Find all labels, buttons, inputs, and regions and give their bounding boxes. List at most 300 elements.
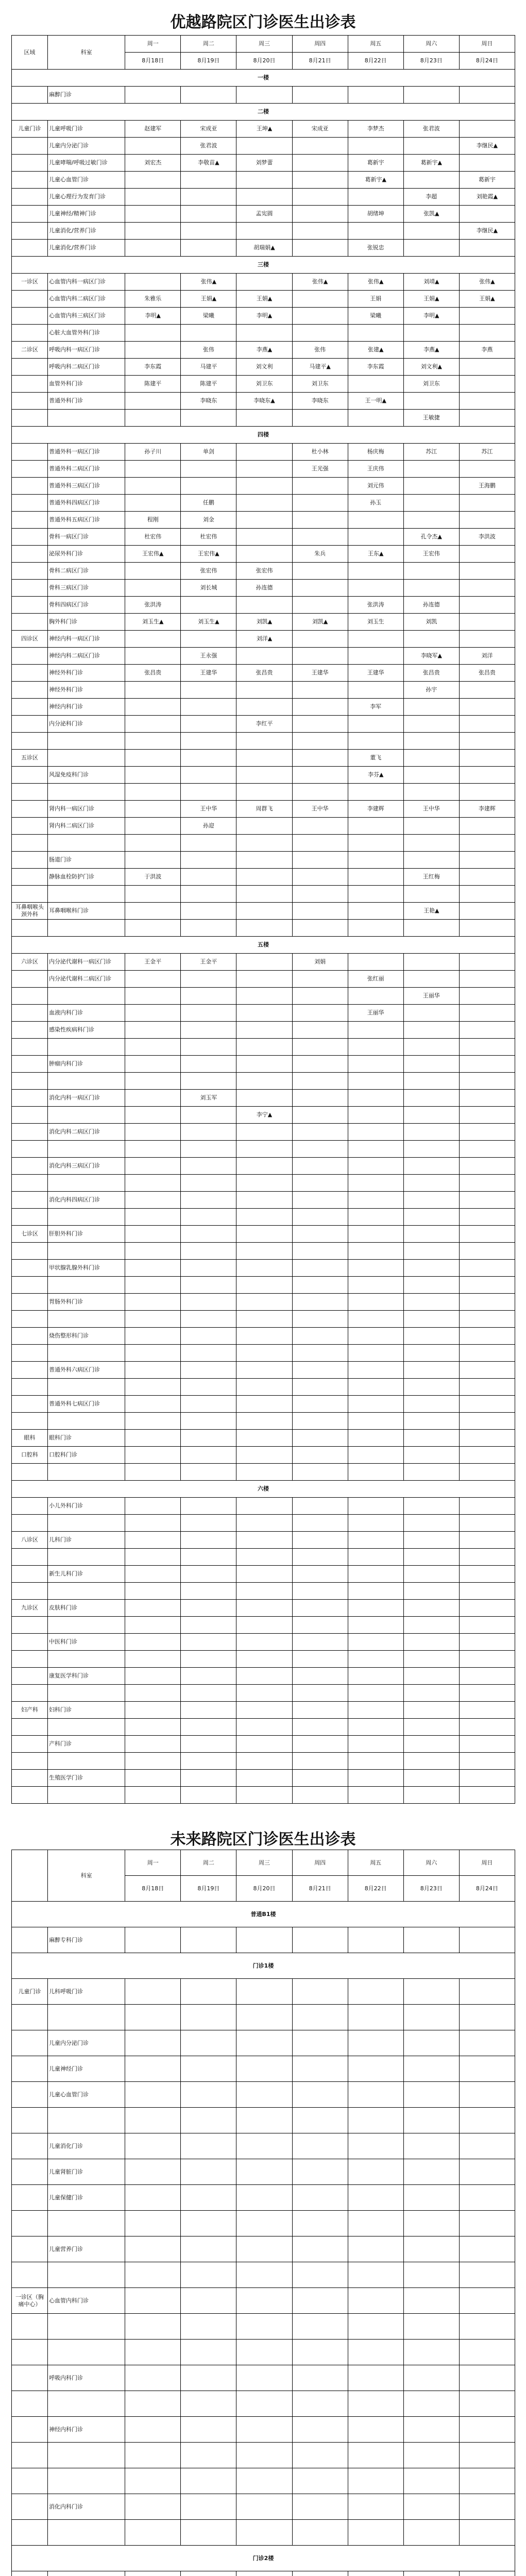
doctor-cell	[125, 87, 181, 104]
doctor-cell	[181, 2185, 236, 2211]
doctor-cell	[181, 1753, 236, 1770]
table-row	[12, 563, 515, 580]
doctor-cell	[292, 2262, 348, 2288]
doctor-cell	[292, 2340, 348, 2365]
doctor-cell	[181, 2443, 236, 2468]
doctor-cell	[236, 954, 292, 971]
doctor-cell	[292, 1447, 348, 1464]
header-day: 周六	[403, 1850, 459, 1876]
area-cell	[12, 920, 48, 937]
doctor-cell	[236, 903, 292, 920]
dept-cell	[48, 1753, 125, 1770]
doctor-cell	[236, 1583, 292, 1600]
dept-cell: 骨科三病区门诊	[48, 580, 125, 597]
doctor-cell	[236, 1498, 292, 1515]
table-row	[12, 886, 515, 903]
doctor-cell: 张昌贵	[403, 665, 459, 682]
doctor-cell	[236, 1260, 292, 1277]
table-row	[12, 699, 515, 716]
doctor-cell	[348, 1311, 403, 1328]
doctor-cell	[292, 1753, 348, 1770]
area-cell	[12, 1328, 48, 1345]
doctor-cell	[125, 2571, 181, 2576]
dept-cell: 消化内科门诊	[48, 2494, 125, 2520]
doctor-cell	[125, 2133, 181, 2159]
doctor-cell	[181, 2082, 236, 2108]
doctor-cell: 董飞	[348, 750, 403, 767]
doctor-cell	[459, 1498, 515, 1515]
dept-cell: 消化内科四病区门诊	[48, 1192, 125, 1209]
doctor-cell	[125, 2288, 181, 2314]
doctor-cell	[236, 1770, 292, 1787]
doctor-cell: 李燕	[459, 342, 515, 359]
doctor-cell	[292, 1328, 348, 1345]
area-cell	[12, 2236, 48, 2262]
doctor-cell	[181, 223, 236, 240]
doctor-cell	[236, 835, 292, 852]
doctor-cell	[348, 2340, 403, 2365]
doctor-cell	[125, 2211, 181, 2236]
doctor-cell	[125, 1549, 181, 1566]
table-row	[12, 223, 515, 240]
dept-cell: 麻醉门诊	[48, 87, 125, 104]
table-row	[12, 2340, 515, 2365]
doctor-cell	[459, 1379, 515, 1396]
header-row-days	[12, 1850, 515, 1876]
doctor-cell: 陈建平	[181, 376, 236, 393]
doctor-cell	[459, 1668, 515, 1685]
doctor-cell	[236, 2365, 292, 2391]
doctor-cell: 王宏伟	[403, 546, 459, 563]
doctor-cell	[125, 1617, 181, 1634]
doctor-cell	[348, 2005, 403, 2030]
area-cell	[12, 971, 48, 988]
header-date: 8月18日	[125, 53, 181, 70]
doctor-cell	[403, 1311, 459, 1328]
doctor-cell	[403, 1277, 459, 1294]
doctor-cell	[181, 1736, 236, 1753]
doctor-cell	[181, 716, 236, 733]
doctor-cell	[292, 1702, 348, 1719]
doctor-cell: 王中华	[181, 801, 236, 818]
doctor-cell	[125, 1362, 181, 1379]
doctor-cell	[459, 2365, 515, 2391]
doctor-cell	[181, 206, 236, 223]
doctor-cell	[292, 2468, 348, 2494]
table-row	[12, 1685, 515, 1702]
doctor-cell	[181, 1600, 236, 1617]
doctor-cell: 刘凯	[403, 614, 459, 631]
doctor-cell	[459, 1736, 515, 1753]
doctor-cell	[403, 2108, 459, 2133]
header-day: 周五	[348, 36, 403, 53]
doctor-cell	[292, 835, 348, 852]
doctor-cell	[181, 1005, 236, 1022]
area-cell	[12, 291, 48, 308]
doctor-cell	[459, 2236, 515, 2262]
doctor-cell	[292, 1515, 348, 1532]
dept-cell	[48, 1413, 125, 1430]
area-cell: 七诊区	[12, 1226, 48, 1243]
doctor-cell	[125, 2082, 181, 2108]
doctor-cell	[125, 1175, 181, 1192]
table-row	[12, 1447, 515, 1464]
doctor-cell	[459, 818, 515, 835]
doctor-cell	[459, 580, 515, 597]
dept-cell: 儿童消化门诊	[48, 2133, 125, 2159]
header-day: 周二	[181, 36, 236, 53]
table-row	[12, 2082, 515, 2108]
doctor-cell	[459, 1770, 515, 1787]
doctor-cell	[236, 1124, 292, 1141]
table-row	[12, 1005, 515, 1022]
table-row	[12, 1243, 515, 1260]
doctor-cell	[125, 189, 181, 206]
doctor-cell	[403, 1447, 459, 1464]
doctor-cell	[459, 1056, 515, 1073]
doctor-cell	[459, 87, 515, 104]
doctor-cell	[125, 580, 181, 597]
doctor-cell	[236, 444, 292, 461]
area-cell	[12, 1413, 48, 1430]
dept-cell: 儿科呼吸门诊	[48, 1979, 125, 2005]
doctor-cell	[181, 2108, 236, 2133]
doctor-cell	[292, 886, 348, 903]
dept-cell	[48, 1039, 125, 1056]
doctor-cell	[348, 1192, 403, 1209]
doctor-cell	[181, 1243, 236, 1260]
doctor-cell	[292, 1141, 348, 1158]
doctor-cell	[459, 2468, 515, 2494]
doctor-cell	[292, 1277, 348, 1294]
doctor-cell: 李继民▲	[459, 138, 515, 155]
dept-cell: 静脉血栓防护门诊	[48, 869, 125, 886]
doctor-cell: 王丽华	[348, 1005, 403, 1022]
doctor-cell	[459, 2417, 515, 2443]
doctor-cell	[459, 2314, 515, 2340]
doctor-cell	[403, 835, 459, 852]
doctor-cell	[459, 1294, 515, 1311]
doctor-cell	[348, 1634, 403, 1651]
doctor-cell	[236, 2056, 292, 2082]
doctor-cell: 王永强	[181, 648, 236, 665]
doctor-cell	[292, 240, 348, 257]
doctor-cell	[348, 1600, 403, 1617]
area-cell	[12, 1039, 48, 1056]
dept-cell	[48, 410, 125, 427]
table-row	[12, 1107, 515, 1124]
doctor-cell: 张君波	[403, 121, 459, 138]
doctor-cell: 李东霞	[125, 359, 181, 376]
doctor-cell	[403, 1345, 459, 1362]
doctor-cell	[348, 2571, 403, 2576]
table-row	[12, 2030, 515, 2056]
doctor-cell	[181, 2520, 236, 2546]
doctor-cell	[125, 716, 181, 733]
doctor-cell: 李建辉	[348, 801, 403, 818]
doctor-cell	[125, 206, 181, 223]
dept-cell	[48, 2211, 125, 2236]
doctor-cell: 陈建平	[125, 376, 181, 393]
header-row-days	[12, 36, 515, 53]
area-cell	[12, 886, 48, 903]
doctor-cell: 张宏伟	[181, 563, 236, 580]
doctor-cell	[403, 1294, 459, 1311]
area-cell	[12, 1464, 48, 1481]
doctor-cell	[292, 1090, 348, 1107]
doctor-cell: 刘艳霞▲	[459, 189, 515, 206]
header-date: 8月24日	[459, 1876, 515, 1902]
doctor-cell	[348, 325, 403, 342]
doctor-cell	[348, 1464, 403, 1481]
doctor-cell	[348, 1124, 403, 1141]
doctor-cell	[236, 172, 292, 189]
doctor-cell	[348, 2288, 403, 2314]
doctor-cell	[403, 1753, 459, 1770]
doctor-cell: 李燕▲	[403, 342, 459, 359]
doctor-cell	[125, 801, 181, 818]
area-cell	[12, 716, 48, 733]
doctor-cell	[459, 2211, 515, 2236]
doctor-cell	[348, 1243, 403, 1260]
doctor-cell: 孙子川	[125, 444, 181, 461]
doctor-cell	[125, 2185, 181, 2211]
doctor-cell	[236, 1532, 292, 1549]
doctor-cell	[292, 410, 348, 427]
doctor-cell	[459, 325, 515, 342]
table-row	[12, 971, 515, 988]
area-cell	[12, 2391, 48, 2417]
section-label: 三楼	[12, 257, 515, 274]
doctor-cell	[403, 886, 459, 903]
doctor-cell	[459, 614, 515, 631]
doctor-cell	[125, 495, 181, 512]
doctor-cell	[181, 87, 236, 104]
doctor-cell	[403, 1175, 459, 1192]
area-cell	[12, 1345, 48, 1362]
doctor-cell	[403, 1464, 459, 1481]
dept-cell: 呼吸内科门诊	[48, 2365, 125, 2391]
doctor-cell	[125, 1753, 181, 1770]
table-row	[12, 1124, 515, 1141]
doctor-cell	[459, 1005, 515, 1022]
table-row	[12, 2571, 515, 2576]
doctor-cell	[292, 971, 348, 988]
doctor-cell	[403, 1583, 459, 1600]
doctor-cell	[236, 818, 292, 835]
doctor-cell	[125, 2520, 181, 2546]
doctor-cell: 于洪波	[125, 869, 181, 886]
doctor-cell: 刘卫东	[236, 376, 292, 393]
table-row	[12, 801, 515, 818]
doctor-cell	[459, 1787, 515, 1804]
doctor-cell	[181, 869, 236, 886]
area-cell	[12, 1141, 48, 1158]
area-cell	[12, 2468, 48, 2494]
doctor-cell	[403, 1192, 459, 1209]
doctor-cell	[181, 1294, 236, 1311]
doctor-cell	[403, 971, 459, 988]
area-cell	[12, 1396, 48, 1413]
doctor-cell: 刘长城	[181, 580, 236, 597]
doctor-cell	[348, 920, 403, 937]
header-date: 8月18日	[125, 1876, 181, 1902]
header-date: 8月21日	[292, 53, 348, 70]
section-row	[12, 70, 515, 87]
doctor-cell	[125, 2365, 181, 2391]
doctor-cell	[348, 1328, 403, 1345]
doctor-cell	[459, 1600, 515, 1617]
header-area: 区域	[12, 36, 48, 70]
doctor-cell: 孟宪圆	[236, 206, 292, 223]
doctor-cell	[236, 1702, 292, 1719]
doctor-cell	[292, 1979, 348, 2005]
doctor-cell	[348, 1345, 403, 1362]
doctor-cell	[403, 2082, 459, 2108]
table-row	[12, 2262, 515, 2288]
doctor-cell	[459, 2391, 515, 2417]
doctor-cell	[403, 1005, 459, 1022]
doctor-cell	[348, 1260, 403, 1277]
area-cell	[12, 1209, 48, 1226]
doctor-cell	[348, 869, 403, 886]
doctor-cell	[125, 2159, 181, 2185]
section-label: 五楼	[12, 937, 515, 954]
header-date: 8月19日	[181, 1876, 236, 1902]
doctor-cell	[348, 1532, 403, 1549]
doctor-cell	[292, 1651, 348, 1668]
doctor-cell: 孙连德	[403, 597, 459, 614]
doctor-cell	[125, 1685, 181, 1702]
doctor-cell	[403, 1549, 459, 1566]
doctor-cell	[181, 971, 236, 988]
table-row	[12, 1294, 515, 1311]
doctor-cell	[292, 903, 348, 920]
schedule-table-weilai	[11, 1850, 515, 2576]
dept-cell: 儿童神经/精神门诊	[48, 206, 125, 223]
doctor-cell: 苏江	[459, 444, 515, 461]
doctor-cell	[348, 1396, 403, 1413]
doctor-cell	[181, 2159, 236, 2185]
table-row	[12, 903, 515, 920]
doctor-cell	[292, 2365, 348, 2391]
doctor-cell	[125, 2417, 181, 2443]
area-cell: 一诊区（胸痛中心）	[12, 2288, 48, 2314]
doctor-cell	[125, 1107, 181, 1124]
doctor-cell	[236, 87, 292, 104]
doctor-cell	[125, 852, 181, 869]
doctor-cell	[125, 631, 181, 648]
table-row	[12, 2108, 515, 2133]
area-cell	[12, 1651, 48, 1668]
area-cell	[12, 1753, 48, 1770]
doctor-cell	[348, 1719, 403, 1736]
doctor-cell	[236, 2005, 292, 2030]
doctor-cell	[348, 682, 403, 699]
doctor-cell	[125, 1668, 181, 1685]
doctor-cell	[459, 767, 515, 784]
doctor-cell	[292, 172, 348, 189]
header-day: 周三	[236, 36, 292, 53]
doctor-cell	[181, 2468, 236, 2494]
doctor-cell: 刘元伟	[348, 478, 403, 495]
doctor-cell: 李超	[403, 189, 459, 206]
table-row	[12, 580, 515, 597]
doctor-cell	[125, 1634, 181, 1651]
doctor-cell	[181, 2340, 236, 2365]
doctor-cell	[125, 1583, 181, 1600]
doctor-cell	[292, 138, 348, 155]
doctor-cell	[348, 2108, 403, 2133]
doctor-cell: 孔令杰▲	[403, 529, 459, 546]
header-day: 周六	[403, 36, 459, 53]
area-cell	[12, 376, 48, 393]
doctor-cell	[348, 1430, 403, 1447]
doctor-cell	[403, 2159, 459, 2185]
table-row	[12, 1770, 515, 1787]
dept-cell: 烧伤整形科门诊	[48, 1328, 125, 1345]
doctor-cell: 马建平	[181, 359, 236, 376]
dept-cell: 胃肠外科门诊	[48, 1294, 125, 1311]
doctor-cell	[125, 342, 181, 359]
doctor-cell	[125, 682, 181, 699]
area-cell	[12, 1090, 48, 1107]
doctor-cell: 李晓东	[181, 393, 236, 410]
dept-cell: 心血管内科二病区门诊	[48, 291, 125, 308]
area-cell	[12, 1294, 48, 1311]
doctor-cell	[181, 1056, 236, 1073]
header-dept: 科室	[48, 1850, 125, 1902]
schedule-table-youyue	[11, 35, 515, 1804]
doctor-cell	[292, 2185, 348, 2211]
doctor-cell	[236, 1753, 292, 1770]
dept-cell: 儿童保健门诊	[48, 2185, 125, 2211]
doctor-cell	[459, 920, 515, 937]
doctor-cell	[292, 2417, 348, 2443]
doctor-cell	[403, 716, 459, 733]
doctor-cell	[292, 2314, 348, 2340]
header-date: 8月23日	[403, 1876, 459, 1902]
doctor-cell: 王坤▲	[236, 121, 292, 138]
doctor-cell: 王建华	[292, 665, 348, 682]
doctor-cell	[348, 716, 403, 733]
doctor-cell	[403, 1141, 459, 1158]
doctor-cell	[292, 206, 348, 223]
doctor-cell	[236, 1617, 292, 1634]
doctor-cell: 宋成亚	[181, 121, 236, 138]
doctor-cell	[236, 682, 292, 699]
doctor-cell: 李晓东▲	[236, 393, 292, 410]
doctor-cell	[236, 1294, 292, 1311]
doctor-cell	[125, 699, 181, 716]
doctor-cell	[125, 2443, 181, 2468]
dept-cell: 儿童消化/营养门诊	[48, 223, 125, 240]
dept-cell	[48, 2005, 125, 2030]
doctor-cell	[348, 410, 403, 427]
doctor-cell: 宋成亚	[292, 121, 348, 138]
dept-cell: 神经内科一病区门诊	[48, 631, 125, 648]
doctor-cell	[125, 1447, 181, 1464]
dept-cell	[48, 1379, 125, 1396]
area-cell	[12, 206, 48, 223]
doctor-cell	[236, 2159, 292, 2185]
doctor-cell	[292, 2133, 348, 2159]
doctor-cell	[459, 1927, 515, 1953]
section-row	[12, 104, 515, 121]
doctor-cell	[125, 461, 181, 478]
doctor-cell	[348, 1736, 403, 1753]
dept-cell: 麻醉专科门诊	[48, 1927, 125, 1953]
